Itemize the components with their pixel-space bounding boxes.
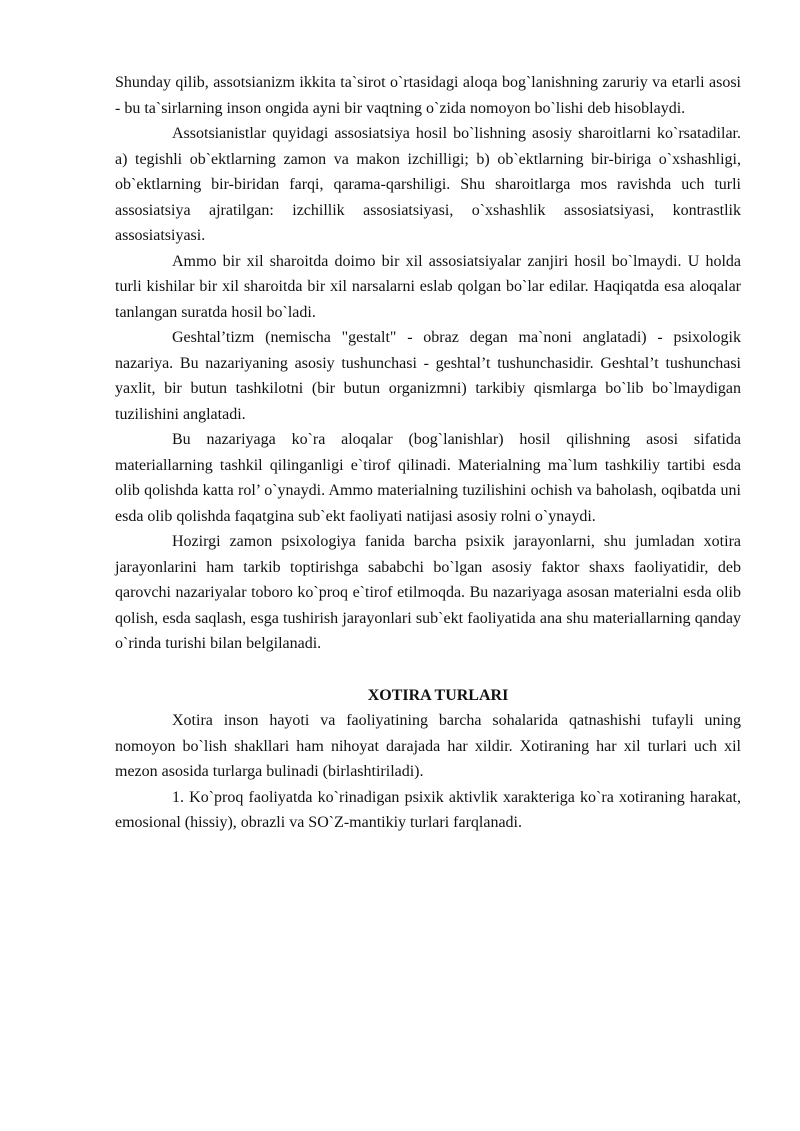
document-page <box>115 70 741 836</box>
paragraph-selective-associations: Ammo bir xil sharoitda doimo bir xil assosiatsiyalar zanjiri hosil bo`lmaydi. U holda turli kishilar bir xil sharoitda bir xil narsalarni eslab qolgan bo`lar edilar. Haqiqatda esa aloqalar tanlangan suratda hosil bo`ladi. <box>115 252 741 321</box>
paragraph-gestaltism: Geshtal’tizm (nemischa "gestalt" - obraz degan ma`noni anglatadi) - psixologik nazariya. Bu nazariyaning asosiy tushunchasi - geshtal’t tushunchasidir. Geshtal’t tushunchasi yaxlit, bir butun tashkilotni (bir butun organizmni) tarkibiy qismlarga bo`lib bo`lmaydigan tuzilishini anglatadi. <box>115 329 741 423</box>
paragraph-memory-types-list-item: 1. Ko`proq faoliyatda ko`rinadigan psixik aktivlik xarakteriga ko`ra xotiraning harakat, emosional (hissiy), obrazli va SO`Z-mantikiy turlari farqlanadi. <box>115 788 741 831</box>
paragraph-memory-forms: Xotira inson hayoti va faoliyatining barcha sohalarida qatnashishi tufayli uning nomoyon bo`lish shakllari ham nihoyat darajada har xildir. Xotiraning har xil turlari uch xil mezon asosida turlarga bulinadi (birlashtiriladi). <box>115 712 741 780</box>
paragraph-association-conditions: Assotsianistlar quyidagi assosiatsiya hosil bo`lishning asosiy sharoitlarni ko`rsatadilar. a) tegishli ob`ektlarning zamon va makon izchilligi; b) ob`ektlarning bir-biriga o`xshashligi, ob`ektlarning bir-biridan farqi, qarama-qarshiligi. Shu sharoitlarga mos ravishda uch turli assosiatsiya ajratilgan: izchillik assosiatsiyasi, o`xshashlik assosiatsiyasi, kontrastlik assosiatsiyasi. <box>115 125 741 244</box>
paragraph-associationism-summary: Shunday qilib, assotsianizm ikkita ta`sirot o`rtasidagi aloqa bog`lanishning zaruriy va etarli asosi - bu ta`sirlarning inson ongida ayni bir vaqtning o`zida nomoyon bo`lishi deb hisoblaydi. <box>115 74 741 117</box>
paragraph-activity-theory: Hozirgi zamon psixologiya fanida barcha psixik jarayonlarni, shu jumladan xotira jarayonlarini ham tarkib toptirishga sababchi bo`lgan asosiy faktor shaxs faoliyatidir, deb qarovchi nazariyalar toboro ko`proq e`tirof etilmoqda. Bu nazariyaga asosan materialni esda olib qolish, esda saqlash, esga tushirish jarayonlari sub`ekt faoliyatida ana shu materiallarning qanday o`rinda turishi bilan belgilanadi. <box>115 533 741 652</box>
paragraph-material-organization: Bu nazariyaga ko`ra aloqalar (bog`lanishlar) hosil qilishning asosi sifatida materiallarning tashkil qilinganligi e`tirof qilinadi. Materialning ma`lum tashkiliy tartibi esda olib qolishda katta rol’ o`ynaydi. Ammo materialning tuzilishini ochish va baholash, oqibatda uni esda olib qolishda faqatgina sub`ekt faoliyati natijasi asosiy rolni o`ynaydi. <box>115 431 741 525</box>
section-heading: XOTIRA TURLARI <box>367 686 509 704</box>
